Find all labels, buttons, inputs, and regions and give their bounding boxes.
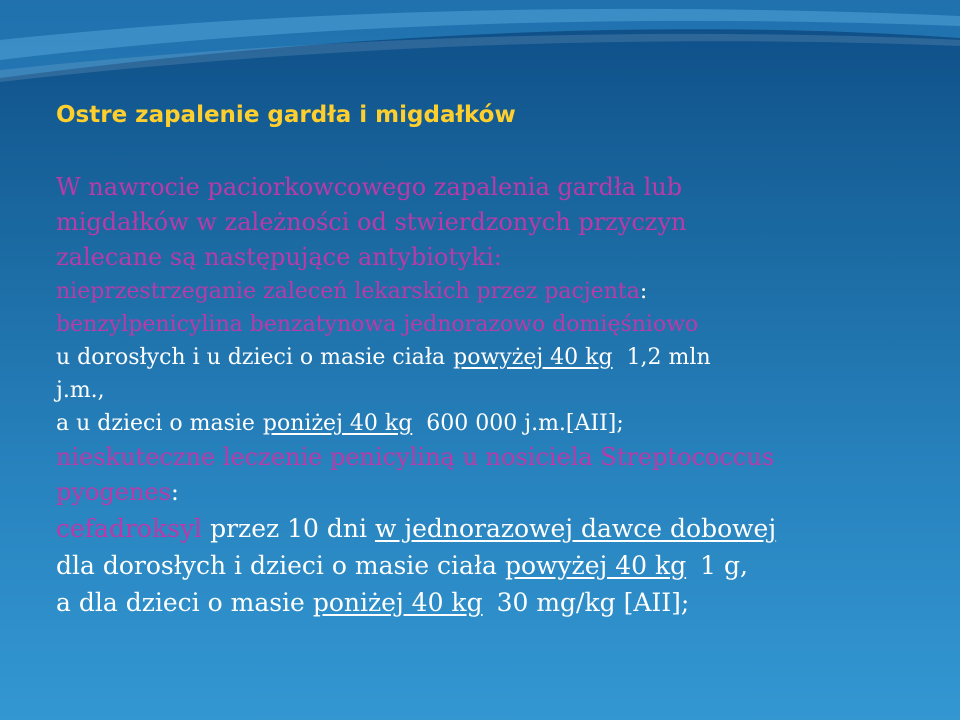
case1-child-text: a u dzieci o masie <box>56 411 255 436</box>
case2-child-line <box>56 584 916 621</box>
slide-title: Ostre zapalenie gardła i migdałków <box>56 102 516 128</box>
case2-heading-organism: pyogenes <box>56 478 171 506</box>
case2-adult-threshold: powyżej 40 kg <box>504 551 687 580</box>
case1-drug-line: benzylpenicylina benzatynowa jednorazowo domięśniowo <box>56 312 699 337</box>
intro-line-3: zalecane są następujące antybiotyki: <box>56 243 502 271</box>
case1-child-dose: 600 000 j.m.[AII]; <box>426 411 624 436</box>
case2-heading-line-1: nieskuteczne leczenie penicyliną u nosiciela Streptococcus <box>56 443 775 471</box>
case2-dosing: w jednorazowej dawce dobowej <box>374 514 777 543</box>
case2-heading-line-2 <box>56 475 916 510</box>
case2-child-dose: 30 mg/kg [AII]; <box>496 588 690 617</box>
case2-adult-dose: 1 g, <box>700 551 748 580</box>
slide-body <box>56 170 916 621</box>
case1-adult-line <box>56 341 916 374</box>
intro-line-2: migdałków w zależności od stwierdzonych przyczyn <box>56 208 687 236</box>
case1-child-threshold: poniżej 40 kg <box>262 411 413 436</box>
case1-adult-dose: 1,2 mln <box>626 345 711 370</box>
case2-adult-line <box>56 547 916 584</box>
case1-adult-threshold: powyżej 40 kg <box>453 345 613 370</box>
case1-heading: nieprzestrzeganie zaleceń lekarskich przez pacjenta <box>56 279 640 304</box>
intro-line-1: W nawrocie paciorkowcowego zapalenia gardła lub <box>56 173 683 201</box>
case1-child-line <box>56 407 916 440</box>
case2-adult-text: dla dorosłych i dzieci o masie ciała <box>56 551 497 580</box>
case1-adult-text: u dorosłych i u dzieci o masie ciała <box>56 345 446 370</box>
case2-heading-colon: : <box>170 478 180 506</box>
case2-drug-line <box>56 510 916 547</box>
case2-child-text: a dla dzieci o masie <box>56 588 305 617</box>
case2-duration: przez 10 dni <box>210 514 367 543</box>
case1-heading-line <box>56 275 916 308</box>
case1-heading-colon: : <box>639 279 648 304</box>
case2-drug-name: cefadroksyl <box>56 514 203 543</box>
case1-adult-unit: j.m., <box>56 378 105 403</box>
case2-child-threshold: poniżej 40 kg <box>312 588 483 617</box>
